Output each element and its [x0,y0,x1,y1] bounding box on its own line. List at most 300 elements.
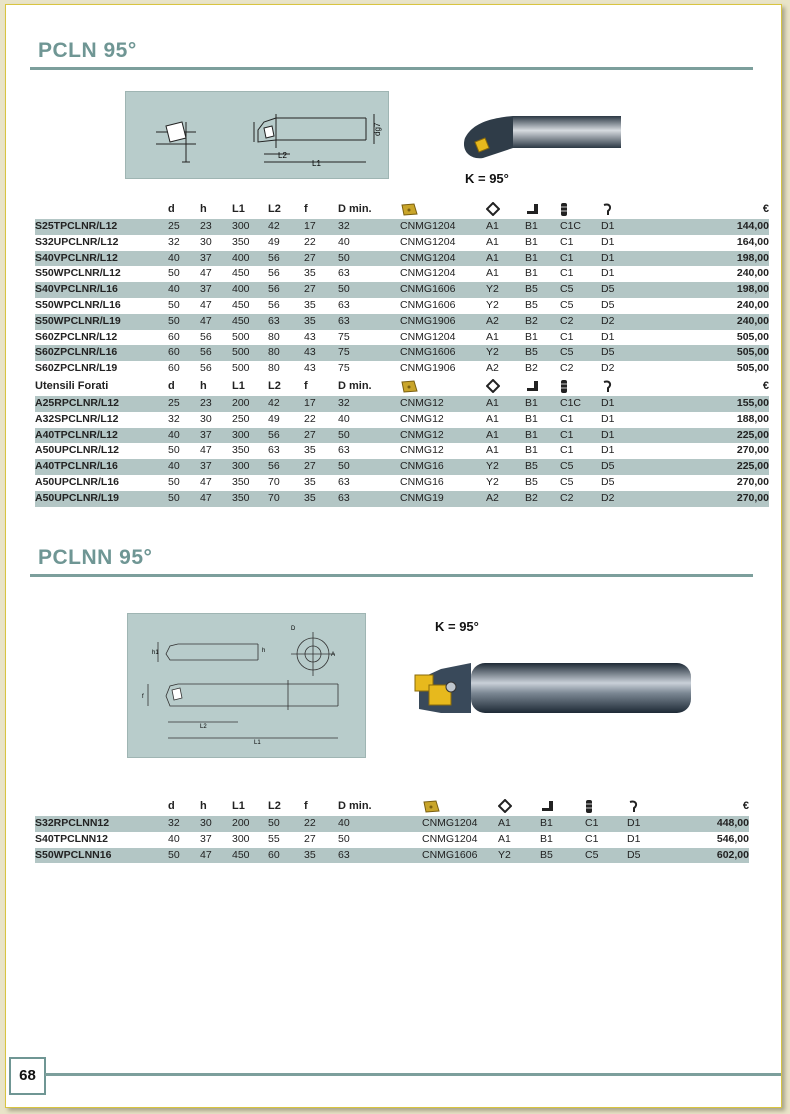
price-column-header: € [742,800,749,812]
insert-column-header [422,797,498,816]
shim-icon [525,380,539,392]
insert-column-header [400,200,486,219]
cell-dd: D1 [601,219,641,235]
cell-dmin: 32 [338,219,400,235]
table-row [35,848,749,864]
cell-d: 50 [168,267,180,280]
shim-column-header [540,797,585,816]
cell-b: B1 [525,412,538,425]
cell-b: B5 [525,298,538,311]
cell-l1: 300 [232,428,268,444]
cell-f: 27 [304,251,338,267]
cell-f: 17 [304,396,338,412]
cell-insert: CNMG1906 [400,314,486,330]
cell-c: C2 [560,362,574,375]
price: 602,00 [657,848,749,864]
cell-f: 43 [304,362,316,375]
insert-column-header [400,377,486,396]
cell-a: A1 [486,330,499,343]
product-code: S60ZPCLNR/L19 [35,362,118,375]
cell-a: A1 [486,412,499,425]
cell-h: 30 [200,412,212,425]
product-code: S50WPCLNR/L12 [35,267,121,280]
cell-a: A1 [486,444,499,457]
cell-l2: 50 [268,816,304,832]
insert-icon [400,203,418,216]
cell-l2: 80 [268,330,280,343]
cell-c: C5 [560,282,601,298]
cell-d: 50 [168,475,180,488]
cell-l1: 350 [232,444,250,457]
column-header: h [200,379,207,392]
cell-c: C1C [560,396,601,412]
cell-l2: 63 [268,314,304,330]
cell-f: 35 [304,314,338,330]
table-row [35,266,769,282]
cell-f: 27 [304,832,316,845]
screw-column-header [585,797,627,816]
cell-d: 32 [168,816,200,832]
cell-h: 47 [200,444,212,457]
price: 546,00 [716,832,749,845]
table-row [35,314,769,330]
label-l1: L1 [254,740,261,746]
cell-b: B1 [525,396,560,412]
cell-l2: 49 [268,235,280,248]
cell-d: 50 [168,848,200,864]
product-code: A40TPCLNR/L16 [35,459,168,475]
cell-h: 56 [200,362,212,375]
clamp-column-header [601,200,641,219]
cell-l1: 200 [232,396,268,412]
cell-d: 32 [168,412,180,425]
table-row [35,361,769,377]
table-row [35,396,769,412]
cell-l1: 450 [232,298,250,311]
cell-l1: 200 [232,816,268,832]
product-code: A25RPCLNR/L12 [35,396,168,412]
cell-l2: 63 [268,444,280,457]
column-header: d [168,379,175,392]
column-header: h [200,203,207,215]
label-f: f [142,694,144,700]
cell-l1: 450 [232,848,268,864]
cell-insert: CNMG19 [400,491,486,507]
cell-h: 47 [200,475,212,488]
cell-dmin: 40 [338,412,350,425]
price: 505,00 [641,345,769,361]
cell-d: 40 [168,251,200,267]
column-header: D min. [338,800,372,812]
table-row [35,428,769,444]
price: 270,00 [641,491,769,507]
clamp-icon [627,799,639,813]
cell-insert: CNMG12 [400,444,444,457]
k-angle-label: K = 95° [435,619,479,634]
cell-l2: 70 [268,491,304,507]
cell-h: 30 [200,816,232,832]
cell-l1: 250 [232,412,250,425]
cell-h: 47 [200,298,212,311]
cell-dd: D1 [627,832,641,845]
k-angle-label: K = 95° [465,171,509,186]
cell-l1: 350 [232,475,250,488]
cell-c: C5 [560,459,601,475]
cell-dmin: 75 [338,330,350,343]
cell-dmin: 40 [338,235,350,248]
cell-insert: CNMG1906 [400,362,456,375]
label-h: h [262,648,266,654]
header-label [35,200,168,219]
cell-b: B1 [525,444,538,457]
cell-dd: D1 [601,444,615,457]
cell-l1: 300 [232,219,268,235]
screw-column-header [560,377,601,396]
cell-f: 17 [304,219,338,235]
product-code: A40TPCLNR/L12 [35,428,168,444]
cell-dd: D5 [601,345,641,361]
cell-dd: D5 [601,459,641,475]
cell-a: A1 [486,428,525,444]
cell-c: C1 [560,267,574,280]
shim-column-header [525,377,560,396]
rhombus-icon [498,799,512,813]
cell-l2: 42 [268,396,304,412]
cell-d: 50 [168,314,200,330]
cell-a: A2 [486,314,525,330]
column-header: f [304,203,308,215]
pcln-technical-drawing [125,91,389,179]
label-h1: h1 [152,650,159,656]
cell-c: C1 [560,428,601,444]
price: 448,00 [657,816,749,832]
cell-h: 47 [200,267,212,280]
cell-l1: 300 [232,459,268,475]
cell-a: Y2 [486,459,525,475]
cell-l1: 500 [232,330,250,343]
cell-l1: 500 [232,362,250,375]
section-rule [30,574,753,577]
cell-insert: CNMG1606 [400,282,486,298]
cell-dmin: 63 [338,298,350,311]
cell-dmin: 50 [338,459,400,475]
cell-insert: CNMG1204 [400,267,456,280]
cell-dd: D1 [627,816,657,832]
cell-insert: CNMG16 [400,459,486,475]
cell-c: C1 [585,816,627,832]
cell-d: 40 [168,459,200,475]
product-code: S50WPCLNR/L16 [35,298,121,311]
cell-c: C2 [560,314,601,330]
cell-b: B5 [525,475,538,488]
cell-h: 37 [200,459,232,475]
shim-icon [525,203,539,215]
price: 240,00 [736,267,769,280]
cell-h: 56 [200,345,232,361]
cell-a: Y2 [486,345,525,361]
cell-d: 25 [168,396,200,412]
cell-l2: 42 [268,219,304,235]
price: 270,00 [736,475,769,488]
cell-a: Y2 [486,475,499,488]
cell-b: B2 [525,314,560,330]
catalog-page [5,4,782,1108]
cell-c: C1 [560,330,574,343]
cell-f: 22 [304,235,316,248]
cell-d: 32 [168,235,180,248]
table-row [35,459,769,475]
cell-a: Y2 [486,298,499,311]
price: 198,00 [641,282,769,298]
cell-dd: D1 [601,330,615,343]
cell-a: A1 [498,832,511,845]
cell-a: A2 [486,362,499,375]
cell-b: B1 [540,832,553,845]
cell-h: 23 [200,219,232,235]
rhombus-column-header [498,797,540,816]
cell-dmin: 75 [338,362,350,375]
price: 240,00 [736,298,769,311]
section-title-pcln: PCLN 95° [38,39,137,62]
cell-l2: 49 [268,412,280,425]
cell-c: C5 [560,345,601,361]
product-code: S40VPCLNR/L12 [35,251,168,267]
pclnn-technical-drawing [127,613,366,758]
cell-b: B5 [525,345,560,361]
price-column-header: € [762,379,769,392]
table-row [35,219,769,235]
cell-a: Y2 [498,848,540,864]
column-header: f [304,379,308,392]
cell-dd: D2 [601,314,641,330]
header-label [35,797,168,816]
cell-d: 60 [168,362,180,375]
product-code: S40TPCLNN12 [35,832,108,845]
cell-l1: 450 [232,267,250,280]
cell-a: A1 [498,816,540,832]
cell-insert: CNMG12 [400,396,486,412]
cell-l1: 450 [232,314,268,330]
cell-dd: D1 [601,267,615,280]
column-header: f [304,800,308,812]
column-header: L2 [268,379,281,392]
cell-b: B5 [525,459,560,475]
cell-d: 25 [168,219,200,235]
cell-l2: 56 [268,298,280,311]
cell-b: B1 [525,428,560,444]
table-row [35,251,769,267]
column-header: L1 [232,203,245,215]
cell-l2: 80 [268,345,304,361]
cell-a: A1 [486,396,525,412]
cell-d: 60 [168,330,180,343]
cell-insert: CNMG16 [400,475,444,488]
cell-dd: D5 [627,848,657,864]
footer-rule [45,1073,781,1076]
table-row [35,816,749,832]
cell-b: B5 [540,848,585,864]
cell-l2: 80 [268,362,280,375]
label-a: A [331,652,336,658]
cell-l1: 400 [232,251,268,267]
table-header-row [35,797,749,816]
cell-dd: D5 [601,282,641,298]
cell-b: B1 [525,219,560,235]
label-l1: L1 [312,159,321,168]
cell-f: 22 [304,816,338,832]
pclnn-photo-svg [411,655,696,725]
pclnn-spec-table [35,797,749,863]
product-code: S60ZPCLNR/L16 [35,345,168,361]
section-rule [30,67,753,70]
cell-insert: CNMG1204 [422,832,478,845]
pcln-tool-photo [453,108,623,173]
cell-l2: 55 [268,832,280,845]
cell-f: 35 [304,475,316,488]
table-row [35,475,769,491]
cell-l2: 56 [268,282,304,298]
shim-column-header [525,200,560,219]
label-d: D [291,626,296,632]
cell-c: C1 [560,444,574,457]
table-row [35,298,769,314]
pcln-drawing-svg [126,92,388,178]
cell-dd: D1 [601,428,641,444]
product-code: S50WPCLNN16 [35,848,168,864]
price: 225,00 [641,459,769,475]
rhombus-icon [486,202,500,216]
cell-dmin: 50 [338,282,400,298]
cell-insert: CNMG1606 [422,848,498,864]
cell-dd: D5 [601,298,615,311]
table-header-row [35,377,769,396]
cell-c: C5 [560,298,574,311]
pcln-photo-svg [453,108,623,173]
cell-f: 35 [304,444,316,457]
cell-dmin: 50 [338,428,400,444]
cell-b: B5 [525,282,560,298]
price: 270,00 [736,444,769,457]
column-header: L2 [268,800,281,812]
cell-b: B1 [525,251,560,267]
cell-insert: CNMG12 [400,428,486,444]
cell-a: A1 [486,267,499,280]
insert-icon [422,800,440,813]
product-code: S25TPCLNR/L12 [35,219,168,235]
pcln-spec-table [35,200,769,507]
table-row [35,235,769,251]
product-code: S32RPCLNN12 [35,816,168,832]
column-header: L1 [232,800,245,812]
insert-icon [400,380,418,393]
column-header: d [168,203,175,215]
cell-f: 27 [304,282,338,298]
cell-c: C5 [560,475,574,488]
shim-icon [540,800,554,812]
column-header: h [200,800,207,812]
label-l2: L2 [278,151,287,160]
column-header: L2 [268,203,281,215]
rhombus-column-header [486,200,525,219]
product-code: A32SPCLNR/L12 [35,412,119,425]
cell-a: A1 [486,235,499,248]
cell-h: 47 [200,314,232,330]
cell-c: C1 [560,251,601,267]
price: 225,00 [641,428,769,444]
cell-d: 50 [168,298,180,311]
pclnn-drawing-svg [128,614,365,757]
header-label: Utensili Forati [35,379,109,392]
cell-h: 37 [200,832,212,845]
price-column-header: € [762,203,769,215]
product-code: A50UPCLNR/L12 [35,444,120,457]
cell-d: 60 [168,345,200,361]
cell-h: 37 [200,428,232,444]
cell-dmin: 32 [338,396,400,412]
cell-insert: CNMG1204 [400,251,486,267]
cell-dd: D2 [601,362,615,375]
cell-d: 50 [168,491,200,507]
cell-c: C1 [560,412,574,425]
clamp-icon [601,202,613,216]
cell-dmin: 50 [338,251,400,267]
section-title-pclnn: PCLNN 95° [38,546,153,569]
cell-f: 35 [304,298,316,311]
cell-b: B2 [525,491,560,507]
cell-dmin: 63 [338,314,400,330]
cell-l2: 56 [268,267,280,280]
cell-f: 35 [304,491,338,507]
cell-dd: D1 [601,412,615,425]
cell-h: 47 [200,848,232,864]
cell-l2: 56 [268,459,304,475]
cell-l1: 300 [232,832,250,845]
cell-f: 35 [304,848,338,864]
cell-l1: 350 [232,235,250,248]
cell-b: B1 [525,267,538,280]
cell-dd: D1 [601,396,641,412]
cell-dd: D1 [601,251,641,267]
label-l2: L2 [200,724,207,730]
screw-icon [585,799,593,814]
cell-dd: D5 [601,475,615,488]
cell-a: A2 [486,491,525,507]
table-header-row [35,200,769,219]
cell-c: C1 [560,235,574,248]
cell-h: 56 [200,330,212,343]
table-row [35,330,769,346]
cell-l1: 350 [232,491,268,507]
cell-c: C5 [585,848,627,864]
table-row [35,832,749,848]
page-number: 68 [9,1057,46,1095]
cell-l2: 70 [268,475,280,488]
cell-l1: 500 [232,345,268,361]
cell-l2: 60 [268,848,304,864]
cell-f: 22 [304,412,316,425]
cell-dmin: 63 [338,267,350,280]
cell-h: 23 [200,396,232,412]
cell-l1: 400 [232,282,268,298]
cell-h: 37 [200,251,232,267]
clamp-column-header [627,797,657,816]
cell-f: 35 [304,267,316,280]
cell-insert: CNMG1204 [422,816,498,832]
cell-d: 40 [168,428,200,444]
price: 188,00 [736,412,769,425]
table-row [35,345,769,361]
column-header: D min. [338,203,372,215]
